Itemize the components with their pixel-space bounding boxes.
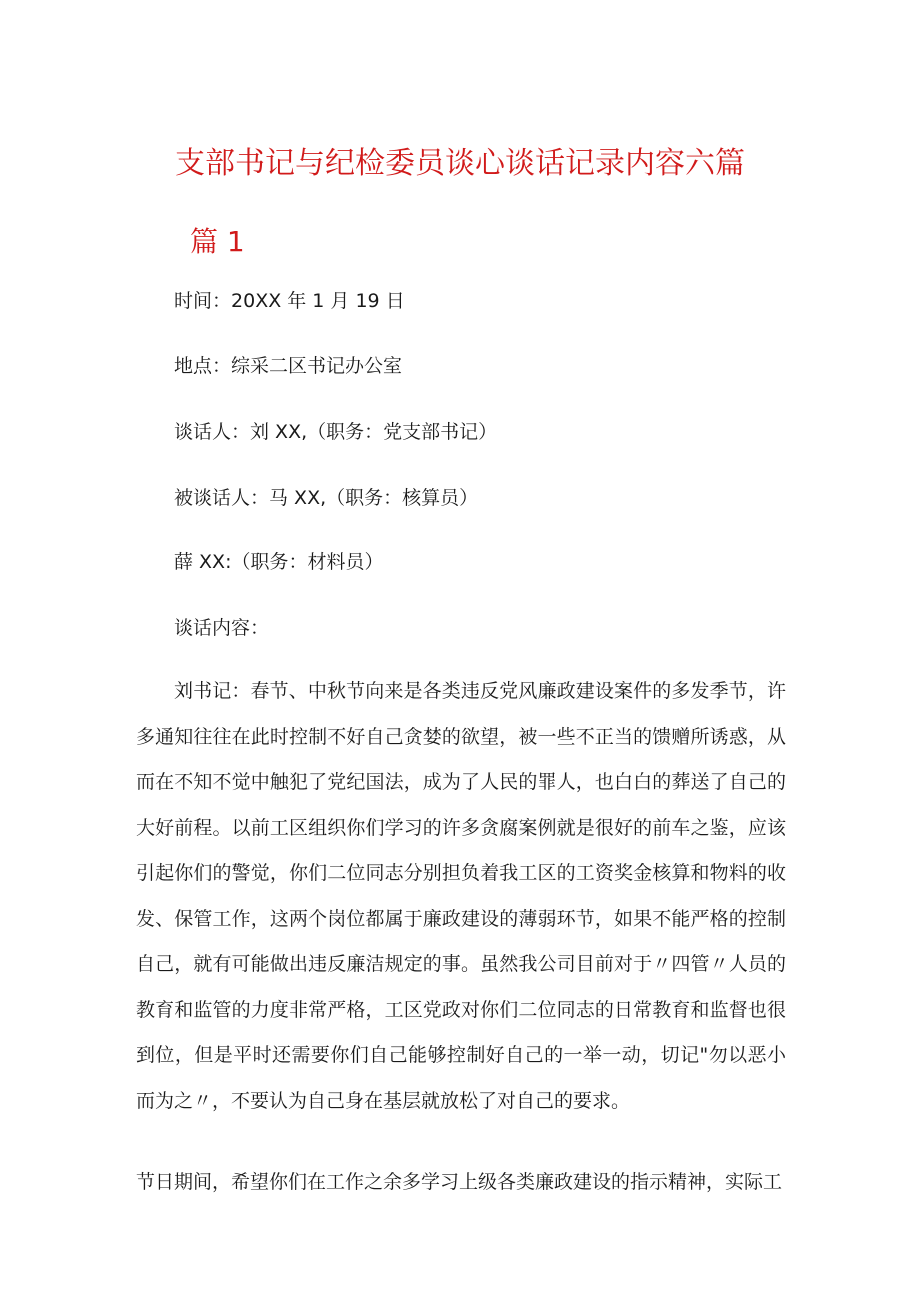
meta-value: 综采二区书记办公室 <box>231 355 403 377</box>
meta-interviewee-2 <box>174 548 384 576</box>
document-title: 支部书记与纪检委员谈心谈话记录内容六篇 <box>175 146 745 181</box>
meta-content-label <box>174 614 269 642</box>
meta-value: 20XX 年 1 月 19 日 <box>231 290 405 312</box>
meta-interviewer <box>174 418 497 446</box>
meta-label: 谈话内容： <box>174 617 270 639</box>
meta-time <box>174 287 405 315</box>
meta-interviewee <box>174 484 478 512</box>
meta-value: 马 XX,（职务：核算员） <box>269 487 479 509</box>
meta-value: 刘 XX,（职务：党支部书记） <box>250 421 498 443</box>
meta-label: 薛 XX: <box>174 551 232 573</box>
meta-location <box>174 352 402 380</box>
section-heading: 篇 1 <box>190 225 245 258</box>
body-paragraph: 刘书记：春节、中秋节向来是各类违反党风廉政建设案件的多发季节，许多通知往往在此时控制不好自己贪婪的欲望，被一些不正当的馈赠所诱惑，从而在不知不觉中触犯了党纪国法，成为了人民的罪人，也白白的葬送了自己的大好前程。以前工区组织你们学习的许多贪腐案例就是很好的前车之鉴，应该引起你们的警觉，你们二位同志分别担负着我工区的工资奖金核算和物料的收发、保管工作，这两个岗位都属于廉政建设的薄弱环节，如果不能严格的控制自己，就有可能做出违反廉洁规定的事。虽然我公司目前对于〃四管〃人员的教育和监管的力度非常严格，工区党政对你们二位同志的日常教育和监督也很到位，但是平时还需要你们自己能够控制好自己的一举一动，切记"勿以恶小而为之〃，不要认为自己身在基层就放松了对自己的要求。 <box>136 680 786 1112</box>
meta-value: （职务：材料员） <box>231 551 384 573</box>
meta-label: 地点： <box>174 355 232 377</box>
meta-label: 谈话人： <box>174 421 251 443</box>
meta-label: 被谈话人： <box>174 487 270 509</box>
meta-label: 时间： <box>174 290 232 312</box>
body-paragraph: 节日期间，希望你们在工作之余多学习上级各类廉政建设的指示精神，实际工 <box>136 1171 783 1193</box>
